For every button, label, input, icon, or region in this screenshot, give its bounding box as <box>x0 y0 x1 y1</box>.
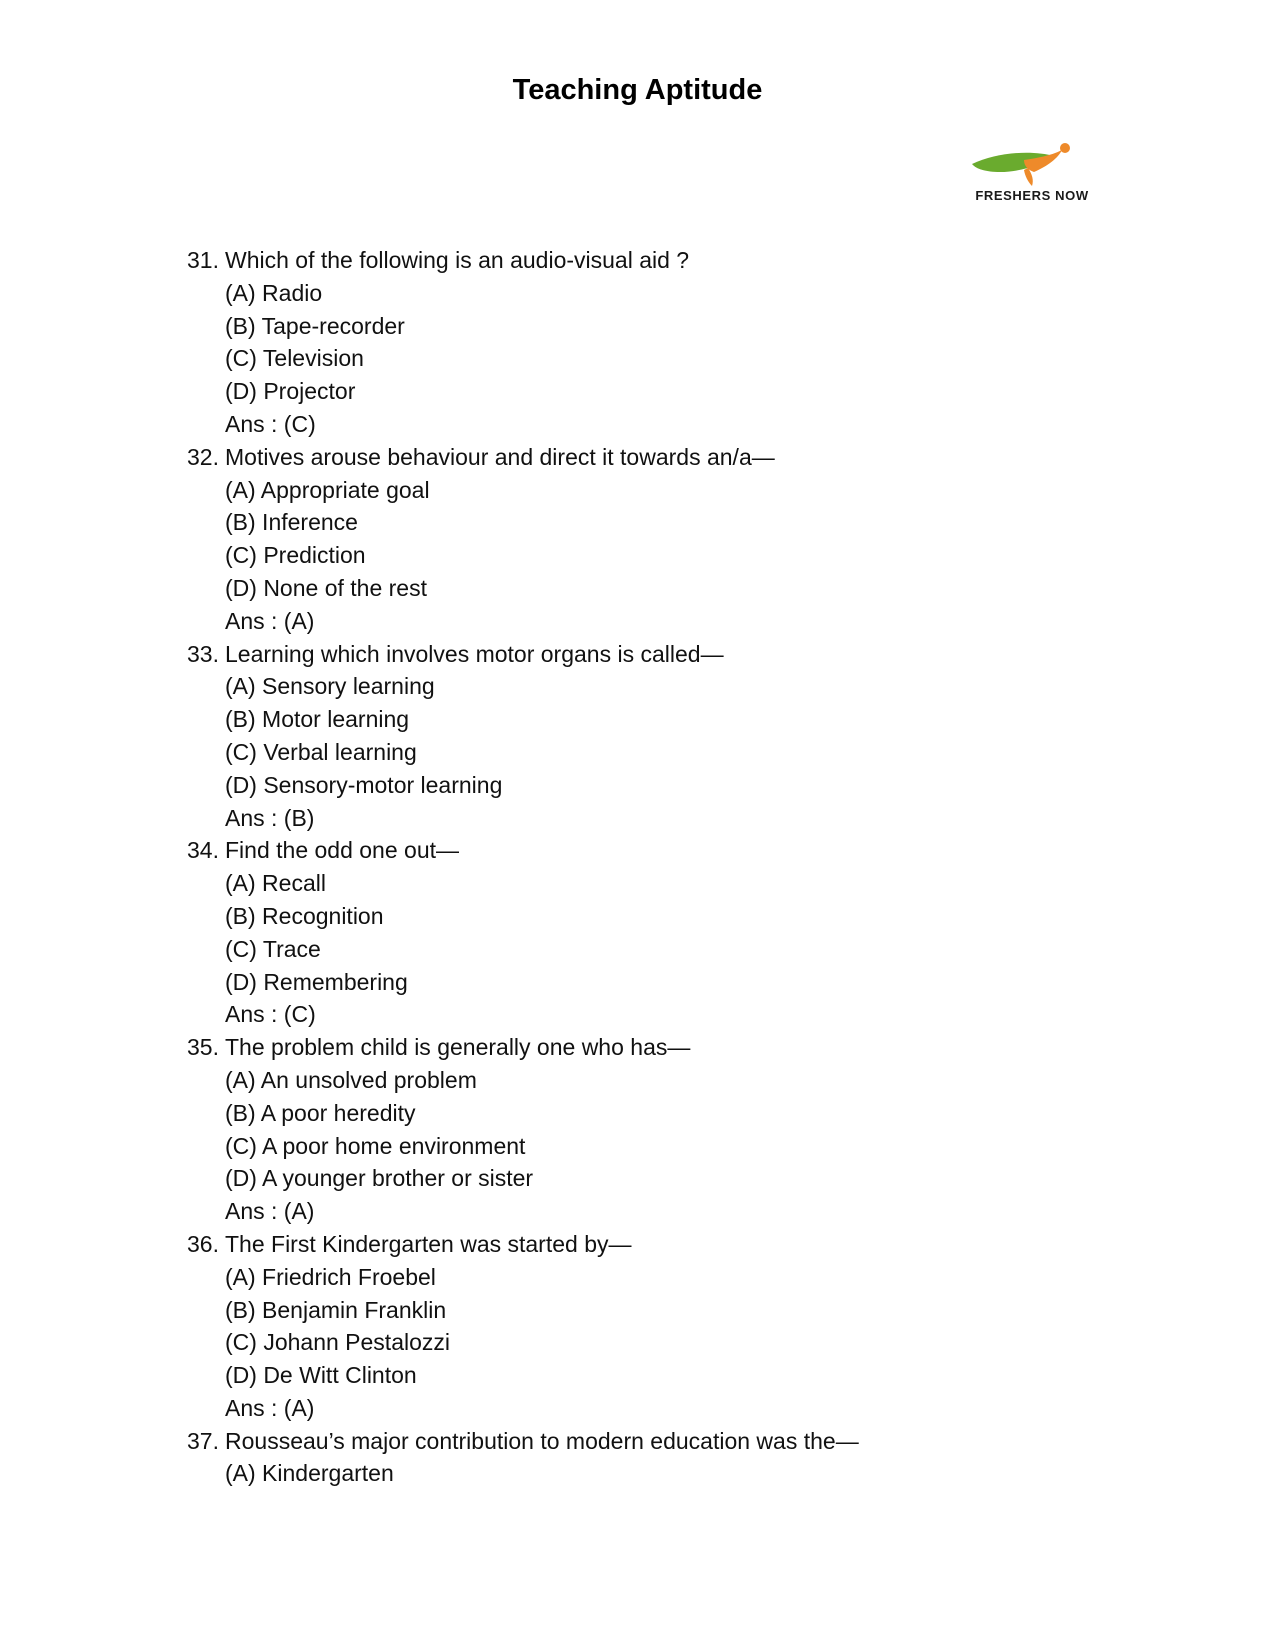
question-number: 36. <box>187 1230 219 1257</box>
question-text <box>187 638 1087 671</box>
question-stem: Rousseau’s major contribution to modern education was the— <box>225 1427 859 1454</box>
question-text <box>187 244 1087 277</box>
answer-text: Ans : (C) <box>225 1001 316 1028</box>
option-item: (B) Inference <box>225 509 358 536</box>
option-item: (C) Television <box>225 345 364 372</box>
question-number: 35. <box>187 1034 219 1061</box>
answer-text: Ans : (C) <box>225 410 316 437</box>
option-item: (B) A poor heredity <box>225 1099 416 1126</box>
page-title: Teaching Aptitude <box>512 74 763 106</box>
option-item: (D) Sensory-motor learning <box>225 771 503 798</box>
question-number: 32. <box>187 443 219 470</box>
question-number: 33. <box>187 640 219 667</box>
question-text <box>187 1425 1087 1458</box>
question-number: 37. <box>187 1427 219 1454</box>
question-text <box>187 1031 1087 1064</box>
logo-text: FRESHERS NOW <box>975 188 1089 203</box>
answer-text: Ans : (B) <box>225 804 315 831</box>
option-item: (B) Tape-recorder <box>225 312 405 339</box>
option-item: (C) Johann Pestalozzi <box>225 1329 450 1356</box>
option-item: (D) Projector <box>225 378 356 405</box>
question-text <box>187 1228 1087 1261</box>
question-stem: Which of the following is an audio-visual aid ? <box>225 247 690 273</box>
question-stem: Motives arouse behaviour and direct it towards an/a— <box>225 443 775 470</box>
question-number: 34. <box>187 837 219 864</box>
freshers-now-logo <box>962 142 1102 208</box>
option-item: (D) De Witt Clinton <box>225 1362 417 1389</box>
question-stem: The First Kindergarten was started by— <box>225 1230 632 1257</box>
swoosh-figure-icon <box>962 142 1102 190</box>
option-item: (A) An unsolved problem <box>225 1066 477 1093</box>
question-text <box>187 834 1087 867</box>
option-item: (D) Remembering <box>225 968 408 995</box>
answer-text: Ans : (A) <box>225 1394 315 1421</box>
option-item: (A) Sensory learning <box>225 673 435 700</box>
option-item: (C) Trace <box>225 935 321 962</box>
option-item: (A) Kindergarten <box>225 1460 394 1487</box>
option-item: (A) Radio <box>225 279 323 306</box>
option-item: (A) Friedrich Froebel <box>225 1263 436 1290</box>
option-item: (D) None of the rest <box>225 574 427 601</box>
question-stem: Find the odd one out— <box>225 837 459 864</box>
option-item: (B) Benjamin Franklin <box>225 1296 447 1323</box>
option-item: (A) Appropriate goal <box>225 476 430 503</box>
question-text <box>187 441 1087 474</box>
answer-text: Ans : (A) <box>225 607 315 634</box>
option-item: (B) Recognition <box>225 902 384 929</box>
option-item: (D) A younger brother or sister <box>225 1165 534 1192</box>
answer-text: Ans : (A) <box>225 1198 315 1225</box>
question-stem: Learning which involves motor organs is called— <box>225 640 724 667</box>
option-item: (C) Verbal learning <box>225 738 417 765</box>
question-stem: The problem child is generally one who has— <box>225 1034 691 1061</box>
option-item: (C) Prediction <box>225 542 366 569</box>
question-list <box>187 244 1087 1490</box>
option-item: (C) A poor home environment <box>225 1132 526 1159</box>
option-item: (A) Recall <box>225 870 326 897</box>
question-number: 31. <box>187 247 219 273</box>
option-item: (B) Motor learning <box>225 706 410 733</box>
